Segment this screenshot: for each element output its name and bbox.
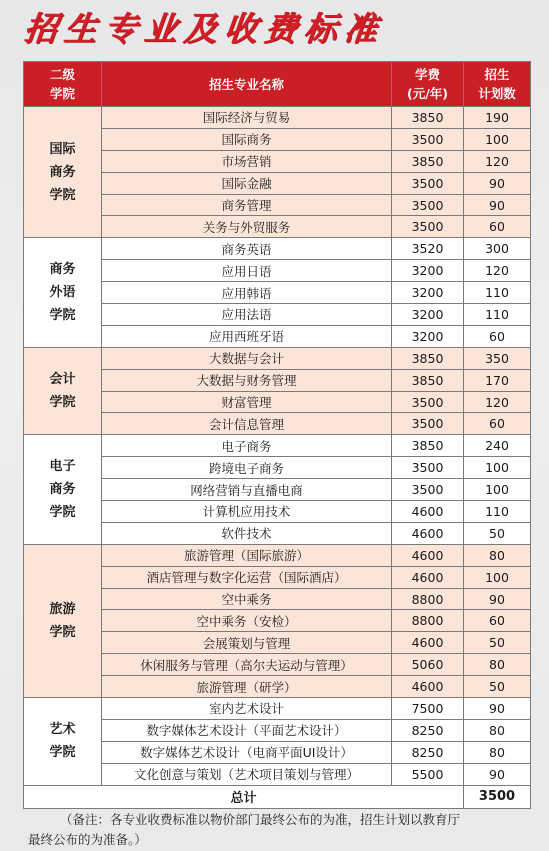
college-name-part: 外语 xyxy=(49,285,76,301)
college-name-part: 艺术 xyxy=(49,722,76,738)
plan-cell: 80 xyxy=(464,544,531,566)
major-cell: 关务与外贸服务 xyxy=(102,216,392,238)
fee-cell: 4600 xyxy=(392,522,464,544)
major-cell: 国际商务 xyxy=(102,128,392,150)
fee-cell: 3850 xyxy=(392,369,464,391)
plan-cell: 100 xyxy=(464,566,531,588)
college-name xyxy=(24,698,102,786)
college-name-part: 电子 xyxy=(49,459,76,475)
major-cell: 休闲服务与管理（高尔夫运动与管理） xyxy=(102,654,392,676)
plan-cell: 60 xyxy=(464,413,531,435)
fee-cell: 3500 xyxy=(392,216,464,238)
college-name-part: 学院 xyxy=(49,308,76,324)
plan-cell: 80 xyxy=(464,654,531,676)
major-cell: 国际经济与贸易 xyxy=(102,107,392,129)
major-cell: 商务英语 xyxy=(102,238,392,260)
total-label: 总计 xyxy=(24,785,464,808)
plan-cell: 60 xyxy=(464,216,531,238)
table-row xyxy=(24,544,531,566)
major-cell: 市场营销 xyxy=(102,150,392,172)
header-plan-line1: 招生 xyxy=(484,67,510,82)
college-name-part: 商务 xyxy=(49,262,76,278)
footnote-line2: 最终公布的为准备。） xyxy=(28,832,147,847)
major-cell: 大数据与财务管理 xyxy=(102,369,392,391)
fee-cell: 4600 xyxy=(392,676,464,698)
plan-cell: 90 xyxy=(464,588,531,610)
college-name xyxy=(24,347,102,435)
fee-cell: 3500 xyxy=(392,457,464,479)
fee-cell: 3850 xyxy=(392,150,464,172)
major-cell: 应用日语 xyxy=(102,260,392,282)
major-cell: 网络营销与直播电商 xyxy=(102,479,392,501)
header-college-line2: 学院 xyxy=(49,86,75,101)
fee-cell: 3200 xyxy=(392,325,464,347)
plan-cell: 90 xyxy=(464,763,531,785)
fee-cell: 5060 xyxy=(392,654,464,676)
college-name xyxy=(24,238,102,347)
plan-cell: 50 xyxy=(464,632,531,654)
plan-cell: 120 xyxy=(464,260,531,282)
plan-cell: 350 xyxy=(464,347,531,369)
footnote-line1: （备注：各专业收费标准以物价部门最终公布的为准，招生计划以教育厅 xyxy=(60,812,461,827)
footnote xyxy=(28,810,538,850)
major-cell: 国际金融 xyxy=(102,172,392,194)
plan-cell: 110 xyxy=(464,282,531,304)
total-value: 3500 xyxy=(464,785,531,808)
plan-cell: 60 xyxy=(464,610,531,632)
fee-cell: 3850 xyxy=(392,435,464,457)
major-cell: 大数据与会计 xyxy=(102,347,392,369)
college-name-part: 会计 xyxy=(49,372,76,388)
college-name-part: 商务 xyxy=(49,482,76,498)
table-row xyxy=(24,698,531,720)
table-row xyxy=(24,435,531,457)
table-row xyxy=(24,107,531,129)
major-cell: 财富管理 xyxy=(102,391,392,413)
header-plan xyxy=(464,62,531,107)
table-body xyxy=(24,107,531,786)
plan-cell: 240 xyxy=(464,435,531,457)
fee-cell: 7500 xyxy=(392,698,464,720)
plan-cell: 190 xyxy=(464,107,531,129)
college-name xyxy=(24,544,102,697)
fee-cell: 3520 xyxy=(392,238,464,260)
enrollment-table xyxy=(23,61,531,809)
major-cell: 空中乘务（安检） xyxy=(102,610,392,632)
major-cell: 空中乘务 xyxy=(102,588,392,610)
major-cell: 酒店管理与数字化运营（国际酒店） xyxy=(102,566,392,588)
college-name-part: 学院 xyxy=(49,745,76,761)
plan-cell: 120 xyxy=(464,150,531,172)
fee-cell: 3500 xyxy=(392,128,464,150)
header-major: 招生专业名称 xyxy=(102,62,392,107)
header-fee-line2: (元/年) xyxy=(407,86,448,101)
plan-cell: 80 xyxy=(464,719,531,741)
major-cell: 应用法语 xyxy=(102,304,392,326)
fee-cell: 3200 xyxy=(392,304,464,326)
major-cell: 数字媒体艺术设计（电商平面UI设计） xyxy=(102,741,392,763)
plan-cell: 110 xyxy=(464,304,531,326)
major-cell: 旅游管理（研学） xyxy=(102,676,392,698)
fee-cell: 3500 xyxy=(392,479,464,501)
fee-cell: 3850 xyxy=(392,347,464,369)
major-cell: 会计信息管理 xyxy=(102,413,392,435)
header-fee-line1: 学费 xyxy=(414,67,440,82)
plan-cell: 100 xyxy=(464,479,531,501)
major-cell: 跨境电子商务 xyxy=(102,457,392,479)
table-row xyxy=(24,347,531,369)
plan-cell: 50 xyxy=(464,522,531,544)
plan-cell: 80 xyxy=(464,741,531,763)
major-cell: 商务管理 xyxy=(102,194,392,216)
major-cell: 文化创意与策划（艺术项目策划与管理） xyxy=(102,763,392,785)
fee-cell: 3850 xyxy=(392,107,464,129)
header-college xyxy=(24,62,102,107)
fee-cell: 3500 xyxy=(392,391,464,413)
major-cell: 室内艺术设计 xyxy=(102,698,392,720)
college-name-part: 学院 xyxy=(49,624,76,640)
plan-cell: 170 xyxy=(464,369,531,391)
major-cell: 应用西班牙语 xyxy=(102,325,392,347)
college-name-part: 学院 xyxy=(49,187,76,203)
plan-cell: 110 xyxy=(464,501,531,523)
college-name-part: 商务 xyxy=(49,164,76,180)
table-header-row xyxy=(24,62,531,107)
fee-cell: 8800 xyxy=(392,588,464,610)
plan-cell: 90 xyxy=(464,194,531,216)
college-name xyxy=(24,435,102,544)
college-name-part: 旅游 xyxy=(49,601,76,617)
major-cell: 计算机应用技术 xyxy=(102,501,392,523)
fee-cell: 4600 xyxy=(392,566,464,588)
college-name-part: 学院 xyxy=(49,505,76,521)
plan-cell: 100 xyxy=(464,457,531,479)
total-row xyxy=(24,785,531,808)
major-cell: 数字媒体艺术设计（平面艺术设计） xyxy=(102,719,392,741)
major-cell: 软件技术 xyxy=(102,522,392,544)
major-cell: 电子商务 xyxy=(102,435,392,457)
college-name xyxy=(24,107,102,238)
plan-cell: 300 xyxy=(464,238,531,260)
header-college-line1: 二级 xyxy=(49,67,75,82)
plan-cell: 90 xyxy=(464,172,531,194)
fee-cell: 4600 xyxy=(392,501,464,523)
fee-cell: 4600 xyxy=(392,632,464,654)
plan-cell: 90 xyxy=(464,698,531,720)
header-fee xyxy=(392,62,464,107)
fee-cell: 3200 xyxy=(392,260,464,282)
page-title: 招生专业及收费标准 xyxy=(22,9,387,48)
fee-cell: 3200 xyxy=(392,282,464,304)
plan-cell: 50 xyxy=(464,676,531,698)
table-row xyxy=(24,238,531,260)
major-cell: 应用韩语 xyxy=(102,282,392,304)
plan-cell: 60 xyxy=(464,325,531,347)
fee-cell: 3500 xyxy=(392,194,464,216)
header-plan-line2: 计划数 xyxy=(478,86,516,101)
college-name-part: 国际 xyxy=(49,141,76,157)
major-cell: 旅游管理（国际旅游） xyxy=(102,544,392,566)
fee-cell: 5500 xyxy=(392,763,464,785)
major-cell: 会展策划与管理 xyxy=(102,632,392,654)
fee-cell: 3500 xyxy=(392,413,464,435)
fee-cell: 4600 xyxy=(392,544,464,566)
fee-cell: 8250 xyxy=(392,719,464,741)
fee-cell: 8250 xyxy=(392,741,464,763)
plan-cell: 100 xyxy=(464,128,531,150)
college-name-part: 学院 xyxy=(49,395,76,411)
plan-cell: 120 xyxy=(464,391,531,413)
fee-cell: 3500 xyxy=(392,172,464,194)
fee-cell: 8800 xyxy=(392,610,464,632)
